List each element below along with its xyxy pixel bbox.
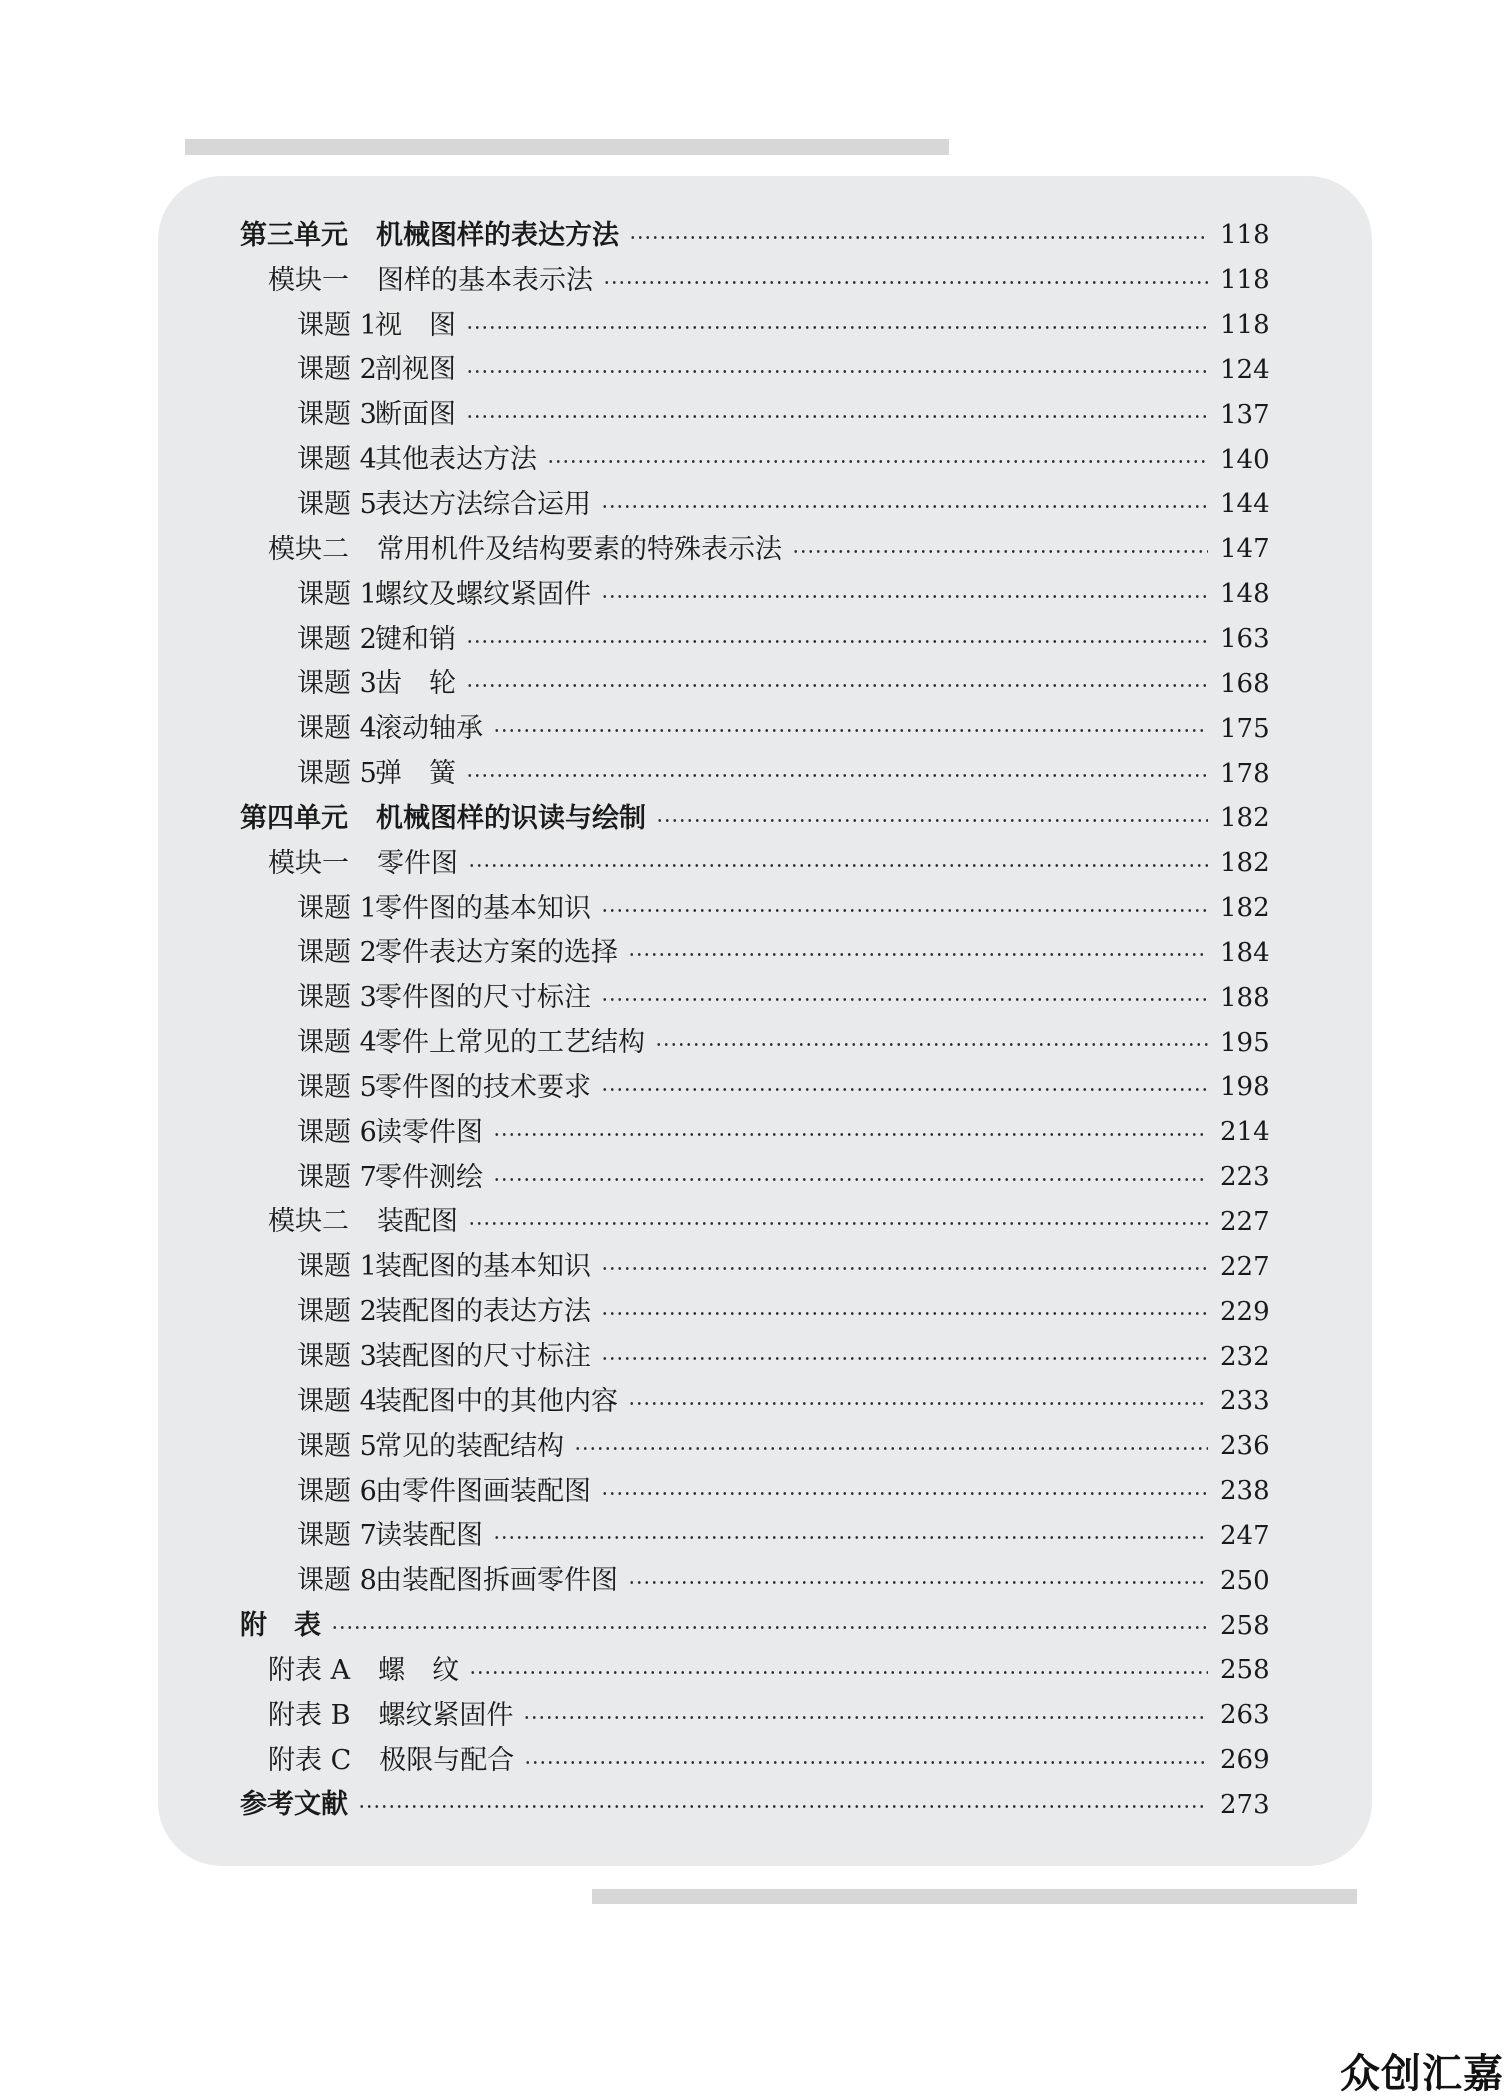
toc-entry-page-number: 168	[1220, 668, 1270, 699]
toc-entry-prefix: 第四单元	[240, 802, 348, 834]
dot-leader	[468, 1222, 1208, 1225]
toc-entry-title: 其他表达方法	[375, 444, 537, 476]
toc-entry[interactable]	[240, 617, 1270, 662]
toc-entry-title: 零件表达方案的选择	[375, 937, 618, 969]
toc-entry-page-number: 163	[1220, 624, 1270, 655]
toc-entry[interactable]	[240, 1334, 1270, 1379]
toc-entry[interactable]	[240, 1065, 1270, 1110]
toc-entry-title: 断面图	[375, 399, 456, 431]
toc-entry[interactable]	[240, 841, 1270, 886]
toc-entry[interactable]	[240, 303, 1270, 348]
toc-entry-prefix: 课题 7	[297, 1161, 377, 1193]
dot-leader	[466, 774, 1208, 777]
toc-entry-title: 图样的基本表示法	[377, 264, 593, 296]
toc-entry-page-number: 214	[1220, 1117, 1270, 1148]
toc-entry-page-number: 182	[1220, 848, 1270, 879]
toc-entry-prefix: 课题 5	[297, 1071, 377, 1103]
toc-entry[interactable]	[240, 1289, 1270, 1334]
toc-entry-title: 零件图	[377, 847, 458, 879]
toc-entry[interactable]	[240, 572, 1270, 617]
toc-entry-prefix: 课题 2	[297, 937, 377, 969]
toc-entry[interactable]	[240, 751, 1270, 796]
dot-leader	[601, 1312, 1208, 1315]
toc-entry[interactable]	[240, 975, 1270, 1020]
toc-entry[interactable]	[240, 1020, 1270, 1065]
dot-leader	[628, 953, 1208, 956]
dot-leader	[466, 684, 1208, 687]
toc-entry-page-number: 273	[1220, 1789, 1270, 1820]
dot-leader	[466, 640, 1208, 643]
dot-leader	[574, 1447, 1208, 1450]
toc-entry-prefix: 模块一	[268, 264, 349, 296]
toc-entry-page-number: 198	[1220, 1072, 1270, 1103]
dot-leader	[603, 281, 1208, 284]
toc-entry-title: 滚动轴承	[375, 713, 483, 745]
toc-entry-page-number: 232	[1220, 1341, 1270, 1372]
toc-entry-prefix: 模块二	[268, 1206, 349, 1238]
toc-entry-prefix: 模块一	[268, 847, 349, 879]
toc-entry-title: 表达方法综合运用	[375, 488, 591, 520]
dot-leader	[466, 370, 1208, 373]
dot-leader	[656, 819, 1208, 822]
toc-entry-title: 零件图的基本知识	[375, 892, 591, 924]
toc-entry-prefix: 课题 1	[297, 892, 377, 924]
watermark-logo: 众创汇嘉	[1340, 2051, 1504, 2097]
toc-entry-prefix: 第三单元	[240, 219, 348, 251]
toc-entry[interactable]	[240, 1558, 1270, 1603]
toc-entry-prefix: 课题 1	[297, 309, 377, 341]
dot-leader	[493, 1536, 1208, 1539]
toc-entry-prefix: 课题 7	[297, 1520, 377, 1552]
toc-entry-page-number: 263	[1220, 1700, 1270, 1731]
toc-entry-prefix: 附表 C	[268, 1744, 352, 1776]
toc-entry-title: 齿 轮	[375, 668, 456, 700]
toc-entry-prefix: 课题 3	[297, 668, 377, 700]
dot-leader	[493, 729, 1208, 732]
toc-entry-page-number: 118	[1220, 220, 1270, 251]
dot-leader	[468, 864, 1208, 867]
dot-leader	[547, 460, 1208, 463]
toc-entry-page-number: 182	[1220, 803, 1270, 834]
toc-entry[interactable]	[240, 1603, 1270, 1648]
top-decorative-bar	[185, 139, 949, 155]
toc-entry-page-number: 269	[1220, 1745, 1270, 1776]
toc-entry-page-number: 223	[1220, 1162, 1270, 1193]
dot-leader	[601, 505, 1208, 508]
toc-entry[interactable]	[240, 1379, 1270, 1424]
bottom-decorative-bar	[592, 1889, 1357, 1904]
toc-entry[interactable]	[240, 1693, 1270, 1738]
toc-entry-page-number: 227	[1220, 1206, 1270, 1237]
toc-entry-prefix: 课题 5	[297, 758, 377, 790]
dot-leader	[331, 1626, 1208, 1629]
toc-entry-page-number: 188	[1220, 982, 1270, 1013]
toc-entry-page-number: 147	[1220, 534, 1270, 565]
toc-entry-page-number: 184	[1220, 937, 1270, 968]
dot-leader	[466, 415, 1208, 418]
toc-entry-page-number: 258	[1220, 1655, 1270, 1686]
toc-entry-page-number: 238	[1220, 1476, 1270, 1507]
toc-entry-page-number: 144	[1220, 489, 1270, 520]
toc-entry-prefix: 附表 B	[268, 1699, 351, 1731]
toc-entry-page-number: 137	[1220, 399, 1270, 430]
toc-entry-prefix: 课题 2	[297, 1296, 377, 1328]
toc-entry[interactable]	[240, 1513, 1270, 1558]
toc-entry[interactable]	[240, 1200, 1270, 1245]
toc-entry[interactable]	[240, 213, 1270, 258]
toc-entry-title: 参考文献	[240, 1789, 348, 1821]
toc-entry[interactable]	[240, 437, 1270, 482]
toc-entry[interactable]	[240, 661, 1270, 706]
dot-leader	[523, 1716, 1208, 1719]
toc-entry-title: 由装配图拆画零件图	[375, 1565, 618, 1597]
toc-entry-title: 极限与配合	[379, 1744, 515, 1776]
dot-leader	[629, 236, 1208, 239]
toc-entry[interactable]	[240, 1738, 1270, 1783]
dot-leader	[792, 550, 1208, 553]
toc-entry-title: 常见的装配结构	[375, 1430, 564, 1462]
toc-entry-page-number: 118	[1220, 310, 1270, 341]
toc-entry-prefix: 课题 2	[297, 354, 377, 386]
dot-leader	[493, 1178, 1208, 1181]
dot-leader	[493, 1133, 1208, 1136]
dot-leader	[469, 1671, 1208, 1674]
toc-entry-page-number: 118	[1220, 265, 1270, 296]
toc-entry-title: 键和销	[375, 623, 456, 655]
toc-entry-title: 由零件图画装配图	[375, 1475, 591, 1507]
toc-entry-title: 装配图	[377, 1206, 458, 1238]
toc-entry-page-number: 148	[1220, 579, 1270, 610]
toc-entry-title: 读装配图	[375, 1520, 483, 1552]
toc-entry[interactable]	[240, 258, 1270, 303]
toc-entry-title: 机械图样的识读与绘制	[376, 802, 646, 834]
toc-entry-page-number: 236	[1220, 1431, 1270, 1462]
toc-entry-page-number: 258	[1220, 1610, 1270, 1641]
toc-entry-prefix: 课题 3	[297, 1341, 377, 1373]
dot-leader	[628, 1581, 1208, 1584]
toc-entry-title: 螺纹紧固件	[378, 1699, 514, 1731]
toc-entry-prefix: 模块二	[268, 533, 349, 565]
toc-entry-title: 附 表	[240, 1610, 321, 1642]
dot-leader	[466, 326, 1208, 329]
toc-entry-title: 零件测绘	[375, 1161, 483, 1193]
toc-entry-page-number: 178	[1220, 758, 1270, 789]
toc-entry[interactable]	[240, 348, 1270, 393]
toc-entry-page-number: 229	[1220, 1296, 1270, 1327]
toc-entry[interactable]	[240, 482, 1270, 527]
toc-entry-prefix: 课题 5	[297, 1430, 377, 1462]
toc-entry-title: 螺纹及螺纹紧固件	[375, 578, 591, 610]
dot-leader	[524, 1761, 1208, 1764]
toc-entry-prefix: 附表 A	[268, 1654, 351, 1686]
toc-entry-prefix: 课题 1	[297, 1251, 377, 1283]
dot-leader	[601, 595, 1208, 598]
toc-entry[interactable]	[240, 706, 1270, 751]
toc-entry-prefix: 课题 4	[297, 1385, 377, 1417]
toc-entry-page-number: 140	[1220, 444, 1270, 475]
toc-entry-page-number: 182	[1220, 893, 1270, 924]
toc-entry-page-number: 247	[1220, 1520, 1270, 1551]
toc-entry-prefix: 课题 4	[297, 713, 377, 745]
toc-entry-title: 螺 纹	[378, 1654, 460, 1686]
toc-entry[interactable]	[240, 931, 1270, 976]
dot-leader	[601, 1357, 1208, 1360]
toc-entry-prefix: 课题 5	[297, 488, 377, 520]
toc-entry-page-number: 195	[1220, 1027, 1270, 1058]
toc-entry-title: 常用机件及结构要素的特殊表示法	[377, 533, 782, 565]
toc-entry[interactable]	[240, 1783, 1270, 1828]
dot-leader	[601, 998, 1208, 1001]
toc-entry-title: 零件图的尺寸标注	[375, 982, 591, 1014]
toc-entry-prefix: 课题 8	[297, 1565, 377, 1597]
toc-entry[interactable]	[240, 1424, 1270, 1469]
toc-entry[interactable]	[240, 1244, 1270, 1289]
toc-entry-title: 视 图	[375, 309, 456, 341]
toc-entry[interactable]	[240, 1155, 1270, 1200]
dot-leader	[601, 909, 1208, 912]
table-of-contents	[240, 213, 1270, 1827]
toc-entry-title: 装配图中的其他内容	[375, 1385, 618, 1417]
dot-leader	[601, 1492, 1208, 1495]
toc-entry-prefix: 课题 1	[297, 578, 377, 610]
dot-leader	[358, 1805, 1208, 1808]
dot-leader	[601, 1267, 1208, 1270]
toc-entry-title: 读零件图	[375, 1116, 483, 1148]
toc-entry[interactable]	[240, 1648, 1270, 1693]
toc-entry-prefix: 课题 2	[297, 623, 377, 655]
toc-entry-title: 零件图的技术要求	[375, 1071, 591, 1103]
toc-entry-title: 弹 簧	[375, 758, 456, 790]
toc-entry-prefix: 课题 3	[297, 399, 377, 431]
toc-entry-title: 零件上常见的工艺结构	[375, 1027, 645, 1059]
toc-entry-title: 剖视图	[375, 354, 456, 386]
toc-entry-prefix: 课题 6	[297, 1116, 377, 1148]
toc-entry[interactable]	[240, 392, 1270, 437]
toc-entry-title: 机械图样的表达方法	[376, 219, 619, 251]
toc-entry-page-number: 124	[1220, 354, 1270, 385]
toc-entry-prefix: 课题 3	[297, 982, 377, 1014]
toc-entry[interactable]	[240, 1469, 1270, 1514]
toc-entry-title: 装配图的表达方法	[375, 1296, 591, 1328]
toc-entry[interactable]	[240, 796, 1270, 841]
toc-entry[interactable]	[240, 886, 1270, 931]
toc-entry[interactable]	[240, 527, 1270, 572]
toc-entry-prefix: 课题 4	[297, 444, 377, 476]
toc-entry[interactable]	[240, 1110, 1270, 1155]
toc-entry-page-number: 250	[1220, 1565, 1270, 1596]
toc-entry-prefix: 课题 6	[297, 1475, 377, 1507]
toc-entry-title: 装配图的尺寸标注	[375, 1341, 591, 1373]
dot-leader	[601, 1088, 1208, 1091]
toc-entry-page-number: 175	[1220, 713, 1270, 744]
toc-entry-prefix: 课题 4	[297, 1027, 377, 1059]
toc-entry-title: 装配图的基本知识	[375, 1251, 591, 1283]
toc-entry-page-number: 227	[1220, 1251, 1270, 1282]
toc-entry-page-number: 233	[1220, 1386, 1270, 1417]
dot-leader	[655, 1043, 1208, 1046]
dot-leader	[628, 1402, 1208, 1405]
